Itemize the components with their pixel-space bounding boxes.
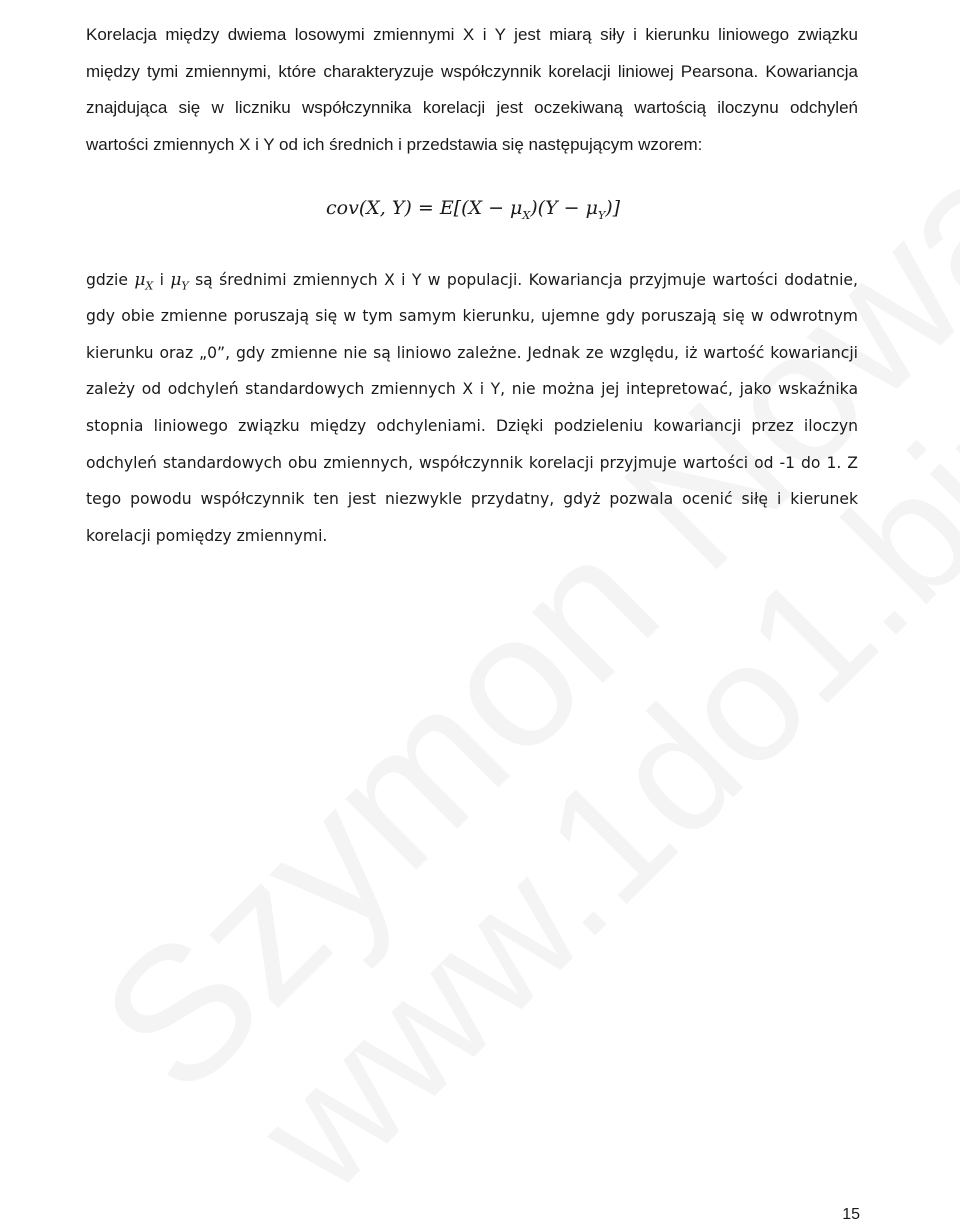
symbol-mu-y: $\mu_Y$ (170, 269, 189, 292)
paragraph-covariance-explanation (86, 262, 858, 555)
formula-lhs: cov(X, Y) (326, 197, 412, 219)
text-rest: są średnimi zmiennych X i Y w populacji. Kowariancja przyjmuje wartości dodatnie, gdy obie zmienne poruszają się w tym samym kierunku, ujemne gdy poruszają się w odwrotnym kierunku oraz „0”, gdy zmienne nie są liniowo zależne. Jednak ze względu, iż wartość kowariancji zależy od odchyleń standardowych zmiennych X i Y, nie można jej intepretować, jako wskaźnika stopnia liniowego związku między odchyleniami. Dzięki podzieleniu kowariancji przez iloczyn odchyleń standardowych obu zmiennych, współczynnik korelacji przyjmuje wartości od -1 do 1. Z tego powodu współczynnik ten jest niezwykle przydatny, gdyż pozwala ocenić siłę i kierunek korelacji pomiędzy zmiennymi. (86, 270, 858, 545)
text-and: i (159, 270, 164, 289)
symbol-mu-x: $\mu_X$ (134, 269, 154, 292)
covariance-formula (326, 197, 621, 222)
paragraph-correlation-intro: Korelacja między dwiema losowymi zmiennymi X i Y jest miarą siły i kierunku liniowego związku między tymi zmiennymi, które charakteryzuje współczynnik korelacji liniowej Pearsona. Kowariancja znajdująca się w liczniku współczynnika korelacji jest oczekiwaną wartością iloczynu odchyleń wartości zmiennych X i Y od ich średnich i przedstawia się następującym wzorem: (86, 25, 858, 154)
page-number: 15 (842, 1206, 860, 1223)
formula-mid: )(Y − (530, 197, 580, 219)
formula-mu-y: $\mu_Y$ (585, 197, 606, 222)
formula-mu-x: $\mu_X$ (510, 197, 531, 222)
formula-rhs-start: E[(X − (439, 197, 504, 219)
formula-equals: = (417, 197, 434, 219)
text-lead: gdzie (86, 270, 128, 289)
formula-end: )] (605, 197, 621, 219)
